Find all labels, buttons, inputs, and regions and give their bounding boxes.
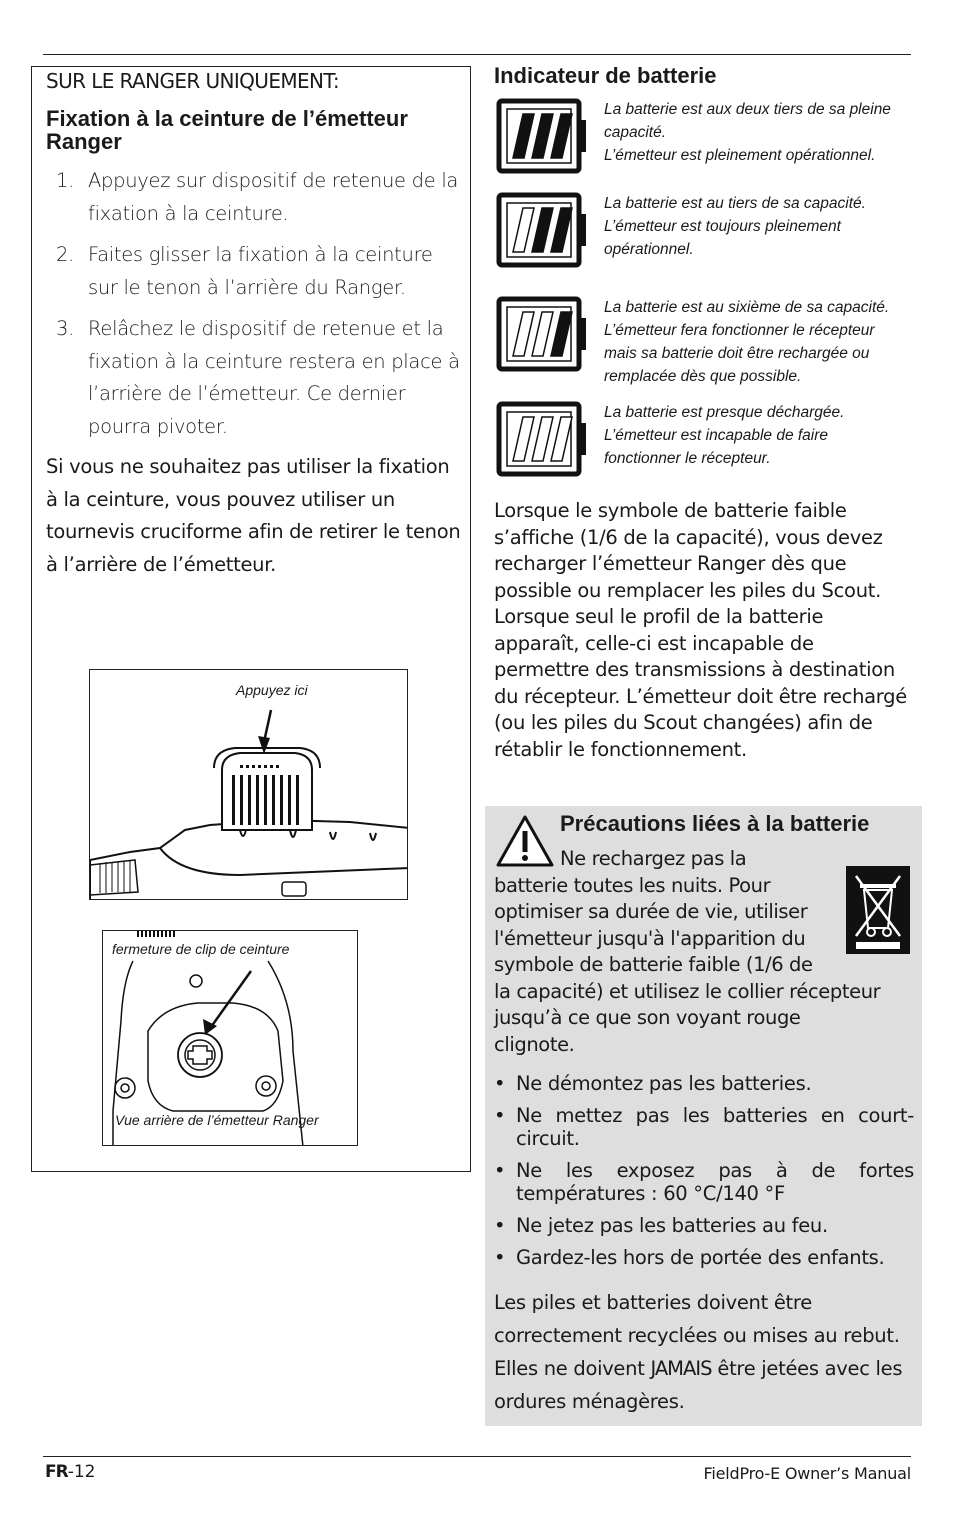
recycling-paragraph: Les piles et batteries doivent être correctement recyclées ou mises au rebut. Elles ne doivent JAMAIS être jetées avec les ordures ménagères.: [494, 1291, 903, 1413]
intro-line: Ne rechargez pas la: [560, 847, 747, 870]
precautions-list: [494, 1072, 914, 1278]
battery-level-text: La batterie est au sixième de sa capacité. L’émetteur fera fonctionner le récepteur mais sa batterie doit être rechargée ou remplacée dès que possible.: [604, 299, 890, 385]
intro-line: jusqu’à ce que son voyant rouge: [494, 1006, 801, 1029]
step-item: 2. Faites glisser la fixation à la ceinture sur le tenon à l’arrière du Ranger.: [56, 243, 433, 299]
list-item: • Gardez-les hors de portée des enfants.: [494, 1246, 914, 1269]
battery-level-text: La batterie est au tiers de sa capacité. L’émetteur est toujours pleinement opérationnel.: [604, 195, 866, 258]
low-battery-paragraph: Lorsque le symbole de batterie faible s’affiche (1/6 de la capacité), vous devez recharger l’émetteur Ranger dès que possible ou remplacer les piles du Scout. Lorsque seul le profil de la batterie apparaît, celle-ci est incapable de permettre des transmissions à destination du récepteur. L’émetteur doit être rechargé (ou les piles du Scout changées) afin de rétablir le fonctionnement.: [494, 499, 907, 761]
page-number: FR-12: [45, 1462, 96, 1482]
intro-line: symbole de batterie faible (1/6 de: [494, 953, 813, 976]
belt-clip-title: Fixation à la ceinture de l’émetteur Ranger: [46, 106, 408, 154]
rear-view-caption: Vue arrière de l’émetteur Ranger: [115, 1112, 319, 1128]
step-item: 1. Appuyez sur dispositif de retenue de la fixation à la ceinture.: [56, 169, 459, 225]
intro-line: l'émetteur jusqu'à l'apparition du: [494, 927, 806, 950]
step-item: 3. Relâchez le dispositif de retenue et la fixation à la ceinture restera en place à l’arrière de l’émetteur. Ce dernier pourra pivoter.: [56, 317, 460, 438]
top-rule: [43, 54, 911, 55]
battery-level-text: La batterie est aux deux tiers de sa pleine capacité. L’émetteur est pleinement opérationnel.: [604, 101, 891, 164]
crossed-bin-icon: [846, 866, 910, 954]
intro-line: batterie toutes les nuits. Pour: [494, 874, 771, 897]
battery-indicator-title: Indicateur de batterie: [494, 63, 717, 88]
manual-title: FieldPro-E Owner’s Manual: [703, 1464, 911, 1483]
belt-clip-steps: [46, 165, 466, 452]
press-here-figure: [89, 669, 408, 900]
rear-view-figure: [102, 930, 358, 1146]
clip-closure-caption: fermeture de clip de ceinture: [112, 941, 290, 957]
bottom-rule: [43, 1456, 911, 1457]
screwdriver-note: Si vous ne souhaitez pas utiliser la fixation à la ceinture, vous pouvez utiliser un tournevis cruciforme afin de retirer le tenon à l’arrière de l’émetteur.: [46, 455, 461, 576]
battery-two-thirds-icon: [496, 192, 588, 268]
battery-full-icon: [496, 98, 588, 174]
battery-precautions-panel: [485, 806, 922, 1426]
list-item: • Ne mettez pas les batteries en court-circuit.: [494, 1104, 914, 1150]
warning-triangle-icon: [495, 814, 555, 868]
list-item: • Ne jetez pas les batteries au feu.: [494, 1214, 914, 1237]
precautions-title: Précautions liées à la batterie: [560, 811, 870, 836]
battery-low-icon: [496, 296, 588, 372]
intro-line: optimiser sa durée de vie, utiliser: [494, 900, 808, 923]
battery-empty-icon: [496, 401, 588, 477]
intro-line: clignote.: [494, 1033, 575, 1056]
press-here-caption: Appuyez ici: [236, 682, 308, 698]
battery-level-text: La batterie est presque déchargée. L’émetteur est incapable de faire fonctionner le récepteur.: [604, 404, 845, 467]
intro-line: la capacité) et utilisez le collier récepteur: [494, 980, 881, 1003]
list-item: • Ne démontez pas les batteries.: [494, 1072, 914, 1095]
transmitter-top-illustration: [90, 670, 408, 900]
ranger-only-label: SUR LE RANGER UNIQUEMENT:: [46, 69, 339, 93]
list-item: • Ne les exposez pas à de fortes températures : 60 °C/140 °F: [494, 1159, 914, 1205]
